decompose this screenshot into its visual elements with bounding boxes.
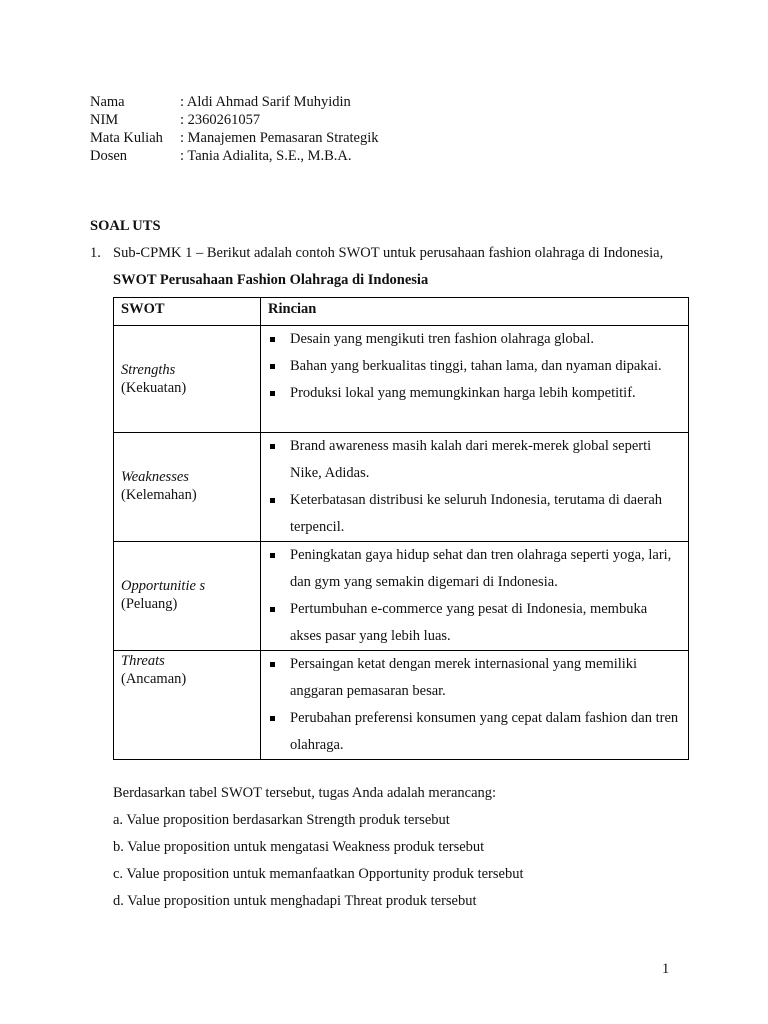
list-item: Pertumbuhan e-commerce yang pesat di Indonesia, membuka akses pasar yang lebih luas.	[268, 596, 680, 650]
list-item: Brand awareness masih kalah dari merek-merek global seperti Nike, Adidas.	[268, 433, 680, 487]
detail-list	[261, 433, 688, 541]
task-item-c: c. Value proposition untuk memanfaatkan Opportunity produk tersebut	[113, 866, 524, 882]
label-block	[121, 652, 186, 688]
info-value: : 2360261057	[180, 112, 261, 128]
list-item: Produksi lokal yang memungkinkan harga lebih kompetitif.	[268, 380, 680, 407]
label-block	[121, 577, 205, 613]
label-wrap	[114, 326, 260, 432]
list-item: Perubahan preferensi konsumen yang cepat dalam fashion dan tren olahraga.	[268, 705, 680, 759]
task-item-b: b. Value proposition untuk mengatasi Weakness produk tersebut	[113, 839, 485, 855]
label-block	[121, 361, 186, 397]
info-label: NIM	[90, 112, 119, 128]
task-item-a: a. Value proposition berdasarkan Strength produk tersebut	[113, 812, 450, 828]
table-row	[114, 542, 689, 651]
question-1	[90, 245, 663, 262]
detail-cell	[261, 542, 689, 651]
info-label: Dosen	[90, 148, 128, 164]
task-intro: Berdasarkan tabel SWOT tersebut, tugas Anda adalah merancang:	[113, 785, 497, 801]
kekuatan-label: (Kekuatan)	[121, 380, 187, 396]
strengths-label: Strengths	[121, 362, 176, 378]
label-block	[121, 468, 197, 504]
info-row-mata-kuliah	[90, 129, 379, 147]
table-header-row	[114, 298, 689, 326]
header-cell-rincian	[261, 298, 689, 326]
info-label: Nama	[90, 94, 125, 110]
ancaman-label: (Ancaman)	[121, 671, 187, 687]
detail-cell	[261, 433, 689, 542]
detail-cell	[261, 651, 689, 760]
table-row	[114, 433, 689, 542]
detail-list	[261, 651, 688, 759]
list-item: Desain yang mengikuti tren fashion olahraga global.	[268, 326, 680, 353]
label-wrap	[114, 433, 260, 539]
opportunities-label-en: Opportunitie s	[121, 578, 206, 594]
detail-list	[261, 326, 688, 407]
header-rincian: Rincian	[268, 301, 317, 317]
header-cell-swot	[114, 298, 261, 326]
task-item-d: d. Value proposition untuk menghadapi Threat produk tersebut	[113, 893, 477, 909]
list-item: Bahan yang berkualitas tinggi, tahan lama, dan nyaman dipakai.	[268, 353, 680, 380]
detail-list	[261, 542, 688, 650]
question-text: Sub-CPMK 1 – Berikut adalah contoh SWOT untuk perusahaan fashion olahraga di Indonesia,	[113, 245, 664, 261]
page-number: 1	[662, 961, 670, 977]
section-title: SOAL UTS	[90, 218, 161, 234]
peluang-label: (Peluang)	[121, 596, 178, 612]
info-label: Mata Kuliah	[90, 130, 163, 146]
opportunities-label	[121, 577, 205, 595]
swot-label-cell	[114, 433, 261, 542]
header-swot: SWOT	[121, 301, 165, 317]
info-row-nama	[90, 93, 379, 111]
swot-label-cell	[114, 542, 261, 651]
info-value: : Manajemen Pemasaran Strategik	[180, 130, 379, 146]
student-info	[90, 93, 379, 165]
swot-label-cell	[114, 651, 261, 760]
swot-table	[113, 297, 689, 760]
list-item: Persaingan ketat dengan merek internasional yang memiliki anggaran pemasaran besar.	[268, 651, 680, 705]
threats-label: Threats	[121, 653, 165, 669]
list-item: Peningkatan gaya hidup sehat dan tren olahraga seperti yoga, lari, dan gym yang semakin digemari di Indonesia.	[268, 542, 680, 596]
table-title: SWOT Perusahaan Fashion Olahraga di Indonesia	[113, 272, 429, 288]
task-section	[113, 780, 523, 915]
swot-label-cell	[114, 326, 261, 433]
table-row	[114, 651, 689, 760]
question-number: 1.	[90, 245, 101, 261]
list-item: Keterbatasan distribusi ke seluruh Indonesia, terutama di daerah terpencil.	[268, 487, 680, 541]
kelemahan-label: (Kelemahan)	[121, 487, 197, 503]
info-value: : Tania Adialita, S.E., M.B.A.	[180, 148, 352, 164]
info-value: : Aldi Ahmad Sarif Muhyidin	[180, 94, 351, 110]
info-row-nim	[90, 111, 379, 129]
label-wrap	[114, 651, 260, 757]
info-row-dosen	[90, 147, 379, 165]
table-row	[114, 326, 689, 433]
label-wrap	[114, 542, 260, 648]
detail-cell	[261, 326, 689, 433]
weaknesses-label: Weaknesses	[121, 469, 189, 485]
